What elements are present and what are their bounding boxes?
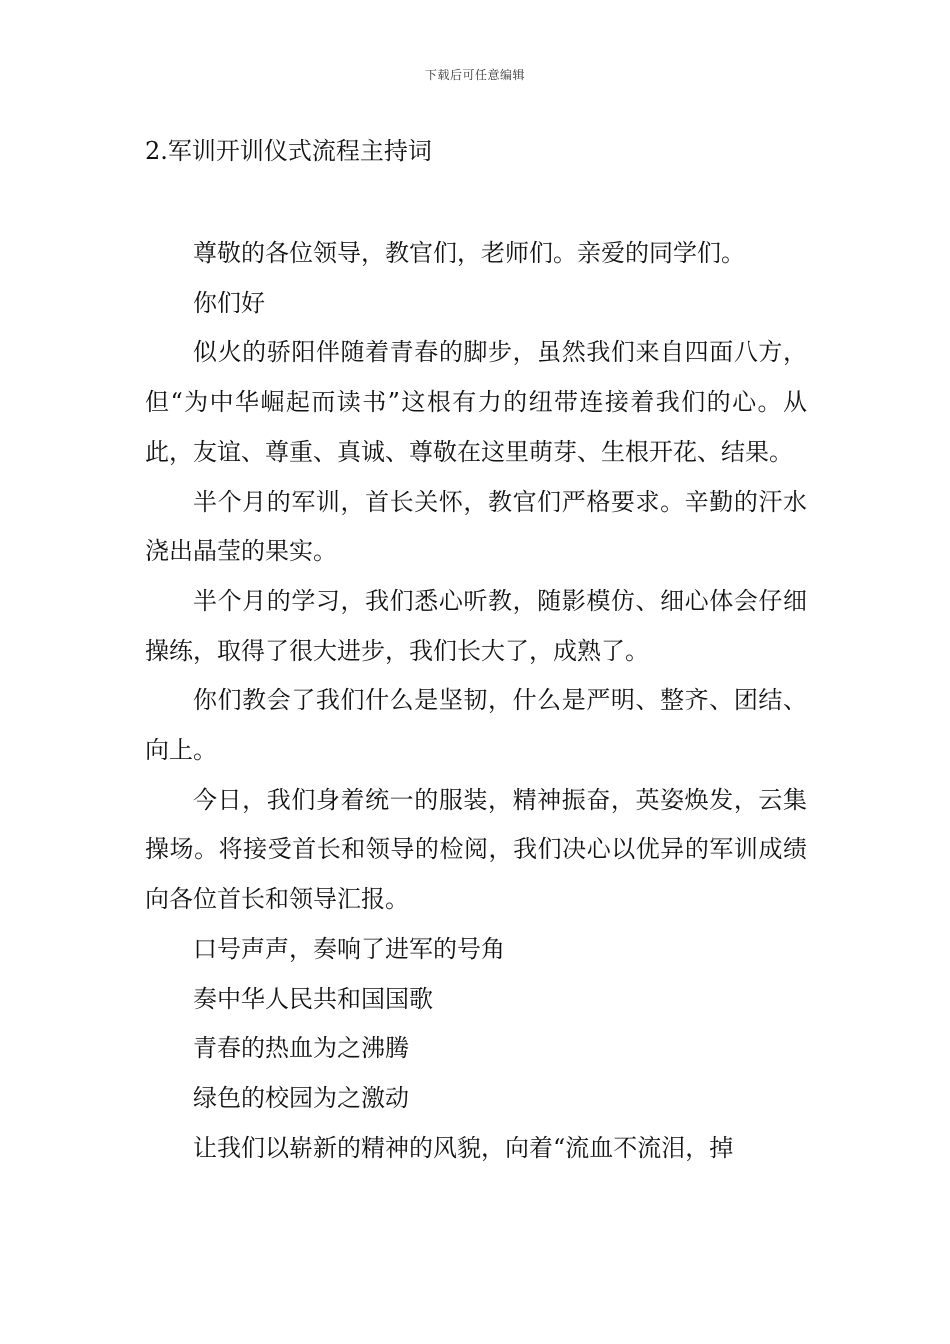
header-note: 下载后可任意编辑 [424, 68, 525, 82]
paragraph: 奏中华人民共和国国歌 [193, 984, 433, 1013]
paragraph-hello: 你们好 [193, 288, 265, 317]
paragraph: 今日，我们身着统一的服装，精神振奋，英姿焕发，云集操场。将接受首长和领导的检阅，我们决心以优异的军训成绩向各位首长和领导汇报。 [145, 785, 807, 914]
paragraph: 口号声声，奏响了进军的号角 [193, 934, 505, 963]
paragraph-greeting: 尊敬的各位领导，教官们，老师们。亲爱的同学们。 [193, 239, 745, 267]
paragraph: 绿色的校园为之激动 [193, 1083, 409, 1112]
paragraph: 似火的骄阳伴随着青春的脚步，虽然我们来自四面八方，但“为中华崛起而读书”这根有力的纽带连接着我们的心。从此，友谊、尊重、真诚、尊敬在这里萌芽、生根开花、结果。 [145, 338, 807, 466]
paragraph: 让我们以崭新的精神的风貌，向着“流血不流泪，掉 [193, 1133, 734, 1162]
document-body [145, 229, 807, 1173]
document-title: 2.军训开训仪式流程主持词 [145, 137, 432, 165]
paragraph: 半个月的军训，首长关怀，教官们严格要求。辛勤的汗水浇出晶莹的果实。 [145, 487, 807, 566]
paragraph: 青春的热血为之沸腾 [193, 1034, 409, 1063]
paragraph: 你们教会了我们什么是坚韧，什么是严明、整齐、团结、向上。 [145, 686, 807, 765]
paragraph: 半个月的学习，我们悉心听教，随影模仿、细心体会仔细操练，取得了很大进步，我们长大了，成熟了。 [145, 586, 807, 665]
